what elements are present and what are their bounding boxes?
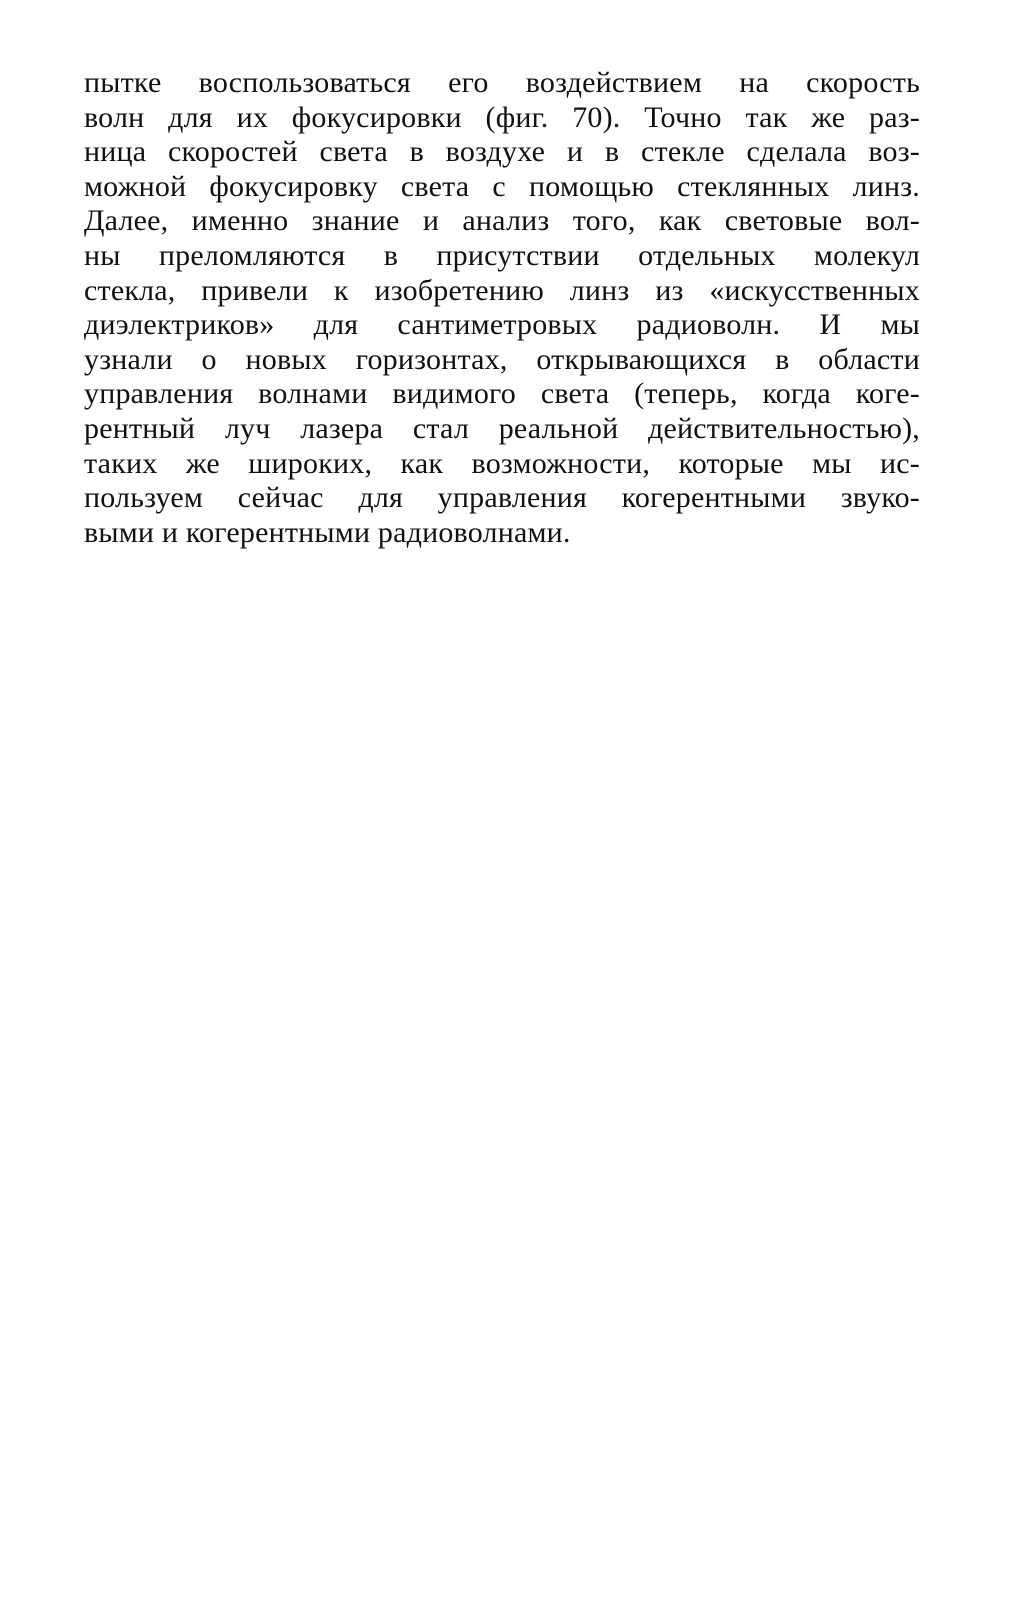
text-line-5: Далее, именно знание и анализ того, как световые вол- <box>84 204 920 238</box>
text-line-14: выми и когерентными радиоволнами. <box>84 515 571 549</box>
text-line-3: ница скоростей света в воздухе и в стекле сделала воз- <box>84 135 920 169</box>
text-line-4: можной фокусировку света с помощью стеклянных линз. <box>84 169 920 203</box>
text-line-6: ны преломляются в присутствии отдельных молекул <box>84 238 920 272</box>
page-body-text <box>84 66 920 550</box>
text-line-13: пользуем сейчас для управления когерентными звуко- <box>84 481 920 515</box>
text-line-10: управления волнами видимого света (теперь, когда коге- <box>84 377 920 411</box>
text-line-1: пытке воспользоваться его воздействием на скорость <box>84 66 920 99</box>
text-line-8: диэлектриков» для сантиметровых радиоволн. И мы <box>84 308 920 342</box>
text-line-11: рентный луч лазера стал реальной действительностью), <box>84 411 920 445</box>
text-line-9: узнали о новых горизонтах, открывающихся в области <box>84 342 920 376</box>
text-line-12: таких же широких, как возможности, которые мы ис- <box>84 446 920 480</box>
text-line-7: стекла, привели к изобретению линз из «искусственных <box>84 273 920 307</box>
text-line-2: волн для их фокусировки (фиг. 70). Точно так же раз- <box>84 100 920 134</box>
